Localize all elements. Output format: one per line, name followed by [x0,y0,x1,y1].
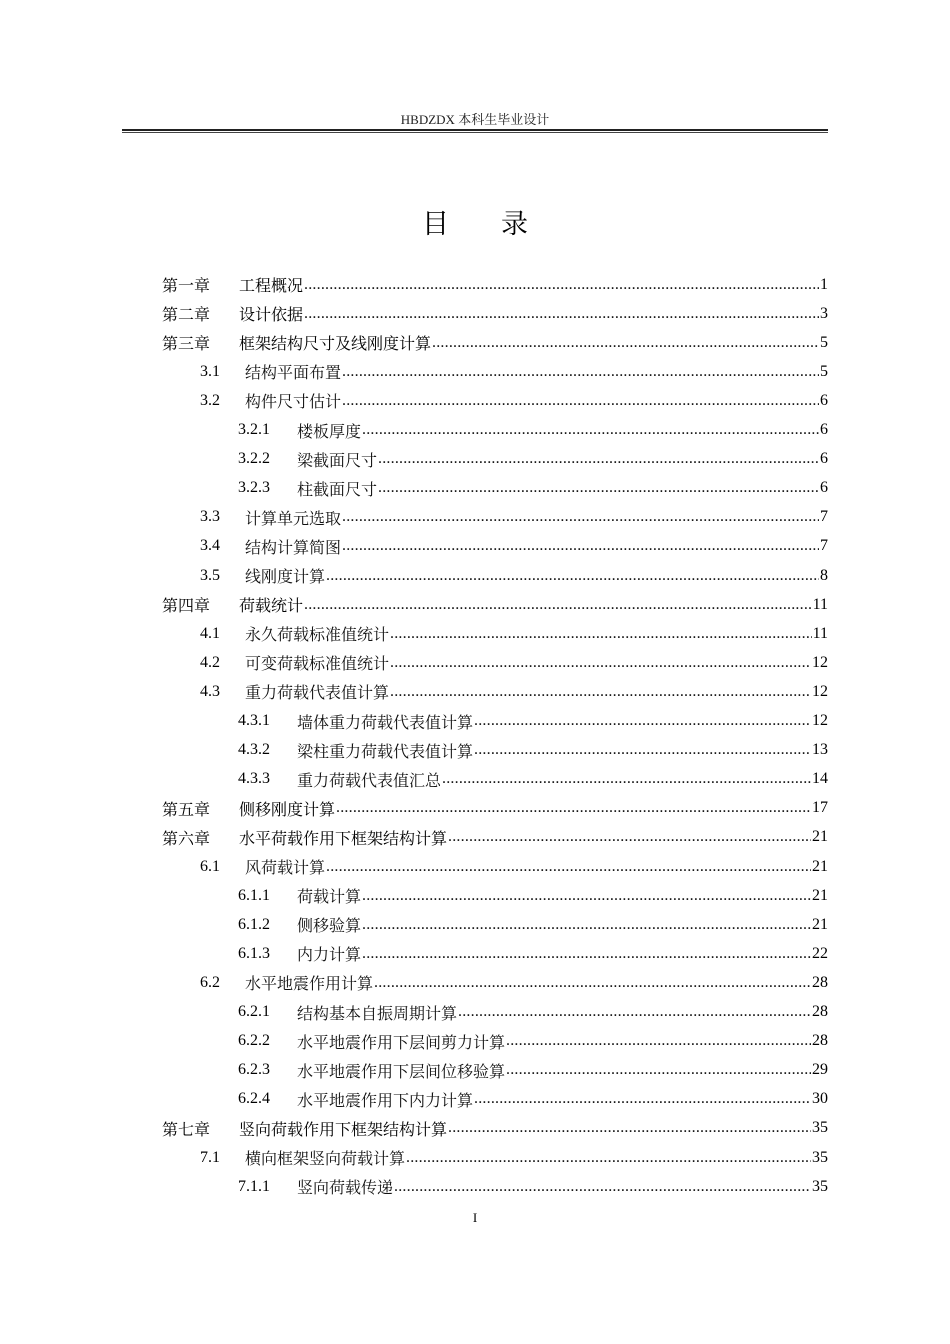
dot-leader [378,479,819,497]
toc-entry[interactable] [238,474,828,503]
toc-entry-label: 线刚度计算 [245,567,326,586]
dot-leader [342,537,819,555]
header-rule-thin [122,132,828,133]
toc-entry-number: 4.3.1 [238,712,270,729]
toc-entry[interactable] [238,1056,828,1085]
dot-leader [326,567,819,585]
toc-entry-number: 6.1 [200,857,220,875]
toc-entry[interactable] [200,619,828,648]
toc-entry-number: 6.2.3 [238,1061,270,1079]
toc-entry-page: 14 [812,770,828,788]
dot-leader [304,276,819,294]
toc-entry-number: 第七章 [162,1119,211,1139]
toc-entry[interactable] [238,736,828,765]
toc-entry-label: 楼板厚度 [297,421,362,441]
toc-entry-number: 3.2.3 [238,479,270,497]
toc-entry[interactable] [162,1114,828,1143]
toc-entry-page: 29 [812,1061,828,1079]
toc-entry[interactable] [200,386,828,415]
toc-entry-page: 35 [812,1148,828,1166]
toc-entry-label: 框架结构尺寸及线刚度计算 [239,334,432,354]
toc-entry[interactable] [238,1027,828,1056]
toc-entry-number: 第一章 [162,276,211,295]
toc-entry[interactable] [200,648,828,677]
toc-entry-page: 11 [812,595,828,613]
toc-entry-label: 梁截面尺寸 [297,450,378,470]
toc-entry[interactable] [200,561,828,590]
toc-entry-page: 28 [812,973,828,991]
toc-entry-label: 可变荷载标准值统计 [245,654,390,674]
toc-entry-number: 3.1 [200,362,220,380]
toc-entry-label: 竖向荷载作用下框架结构计算 [239,1119,448,1139]
toc-entry-number: 第二章 [162,305,211,325]
dot-leader [374,974,811,992]
page-header: HBDZDX 本科生毕业设计 [400,112,550,127]
toc-entry-page: 21 [812,828,828,846]
toc-entry[interactable] [238,1172,828,1201]
toc-entry-label: 梁柱重力荷载代表值计算 [297,741,474,761]
toc-entry-page: 11 [812,624,828,642]
toc-entry[interactable] [238,939,828,968]
toc-entry-number: 4.2 [200,653,220,671]
toc-entry-number: 第三章 [162,334,211,354]
dot-leader [362,421,819,439]
toc-entry-label: 结构平面布置 [245,363,342,383]
dot-leader [394,1178,811,1196]
toc-entry-page: 6 [820,479,828,497]
toc-entry-number: 6.2 [200,973,220,991]
dot-leader [458,1003,811,1021]
dot-leader [406,1149,811,1167]
toc-entry[interactable] [162,823,828,852]
dot-leader [342,508,819,526]
toc-entry-number: 7.1.1 [238,1177,270,1195]
toc-entry-page: 1 [820,275,828,293]
toc-entry-page: 12 [812,712,828,729]
dot-leader [506,1032,811,1050]
dot-leader [474,741,811,759]
toc-entry[interactable] [200,677,828,706]
dot-leader [342,392,819,410]
dot-leader [506,1061,811,1079]
dot-leader [474,712,811,730]
toc-title: 目录 [422,209,580,240]
dot-leader [342,363,819,381]
toc-entry-page: 21 [812,915,828,933]
toc-entry-page: 6 [820,391,828,409]
toc-entry[interactable] [162,794,828,823]
toc-entry-label: 水平地震作用计算 [245,974,374,994]
toc-entry-number: 6.1.2 [238,915,270,933]
toc-entry-page: 35 [812,1119,828,1137]
toc-entry-number: 6.2.2 [238,1032,270,1050]
dot-leader [448,1119,811,1137]
toc-entry-number: 7.1 [200,1148,220,1166]
toc-entry-label: 侧移验算 [297,916,362,936]
toc-entry-label: 柱截面尺寸 [297,479,378,499]
dot-leader [336,799,811,817]
toc-entry-page: 8 [820,566,828,584]
toc-entry-number: 3.4 [200,537,220,555]
toc-entry-label: 重力荷载代表值汇总 [297,770,442,790]
page-number: I [472,1210,478,1225]
toc-entry-label: 结构计算简图 [245,537,342,557]
toc-entry-label: 构件尺寸估计 [245,392,342,412]
toc-entry-page: 30 [812,1090,828,1108]
dot-leader [448,828,811,846]
dot-leader [378,450,819,468]
dot-leader [442,770,811,788]
toc-entry-page: 13 [812,741,828,759]
dot-leader [304,596,812,614]
toc-entry[interactable] [238,910,828,939]
toc-entry-number: 3.5 [200,566,220,584]
toc-entry-number: 4.1 [200,624,220,642]
toc-entry-number: 第六章 [162,828,211,848]
toc-entry-page: 5 [820,333,828,351]
toc-entry-label: 永久荷载标准值统计 [245,625,390,645]
toc-entry-page: 21 [812,886,828,904]
toc-entry-page: 5 [820,362,828,380]
toc-entry-label: 荷载计算 [297,887,362,907]
toc-entry-number: 4.3.3 [238,770,270,788]
toc-entry-page: 21 [812,857,828,875]
dot-leader [390,625,812,643]
toc-entry-page: 12 [812,653,828,671]
toc-entry-label: 水平地震作用下层间剪力计算 [297,1032,506,1052]
dot-leader [362,945,811,963]
toc-entry-label: 墙体重力荷载代表值计算 [297,712,474,732]
toc-entry[interactable] [200,357,828,386]
toc-entry-page: 17 [812,799,828,817]
header-rule-thick [122,129,828,131]
toc-entry-number: 3.2.2 [238,450,270,468]
toc-entry-page: 35 [812,1177,828,1195]
dot-leader [390,683,811,701]
toc-entry-number: 4.3.2 [238,741,270,759]
toc-entry-page: 22 [812,944,828,962]
toc-entry-label: 水平地震作用下内力计算 [297,1090,474,1110]
toc-entry[interactable] [200,532,828,561]
dot-leader [326,858,811,876]
toc-entry[interactable] [238,445,828,474]
toc-entry-number: 3.2.1 [238,421,270,438]
dot-leader [362,916,811,934]
toc-entry-page: 28 [812,1003,828,1020]
toc-entry-label: 横向框架竖向荷载计算 [245,1149,406,1168]
toc-entry-label: 侧移刚度计算 [239,799,336,819]
dot-leader [432,334,819,352]
toc-entry-number: 6.2.4 [238,1090,270,1108]
toc-entry-label: 内力计算 [297,945,362,965]
toc-entry-page: 6 [820,450,828,468]
toc-entry-page: 3 [820,304,828,322]
dot-leader [474,1090,811,1108]
toc-entry-number: 3.3 [200,508,220,526]
toc-entry-number: 第五章 [162,799,211,819]
toc-entry-label: 重力荷载代表值计算 [245,683,390,703]
toc-entry[interactable] [238,881,828,910]
toc-entry-label: 工程概况 [239,276,304,295]
toc-entry[interactable] [200,968,828,997]
toc-entry[interactable] [238,998,828,1027]
toc-entry-number: 第四章 [162,596,211,616]
toc-entry[interactable] [238,765,828,794]
toc-entry-page: 7 [820,508,828,526]
toc-entry-page: 28 [812,1032,828,1050]
toc-entry-page: 6 [820,421,828,438]
toc-entry[interactable] [162,590,828,619]
toc-entry-label: 计算单元选取 [245,508,342,528]
toc-entry-label: 荷载统计 [239,596,304,616]
toc-entry[interactable] [200,503,828,532]
toc-entry-number: 4.3 [200,682,220,700]
dot-leader [304,305,819,323]
toc-entry-page: 7 [820,537,828,555]
toc-entry-label: 水平荷载作用下框架结构计算 [239,828,448,848]
toc-entry-number: 6.2.1 [238,1003,270,1020]
toc-entry-number: 6.1.3 [238,944,270,962]
toc-entry-label: 结构基本自振周期计算 [297,1003,458,1023]
toc-entry-label: 设计依据 [239,305,304,325]
dot-leader [362,887,811,905]
toc-entry[interactable] [200,1143,828,1172]
toc-entry-label: 风荷载计算 [245,858,326,877]
toc-entry[interactable] [238,1085,828,1114]
toc-entry[interactable] [162,299,828,328]
toc-entry[interactable] [162,270,828,299]
toc-entry[interactable] [162,328,828,357]
toc-entry-page: 12 [812,682,828,700]
toc-entry[interactable] [200,852,828,881]
toc-entry-number: 3.2 [200,391,220,409]
toc-entry-label: 竖向荷载传递 [297,1178,394,1198]
toc-entry-label: 水平地震作用下层间位移验算 [297,1061,506,1081]
toc-entry[interactable] [238,416,828,445]
dot-leader [390,654,811,672]
toc-entry[interactable] [238,707,828,736]
toc-entry-number: 6.1.1 [238,886,270,904]
